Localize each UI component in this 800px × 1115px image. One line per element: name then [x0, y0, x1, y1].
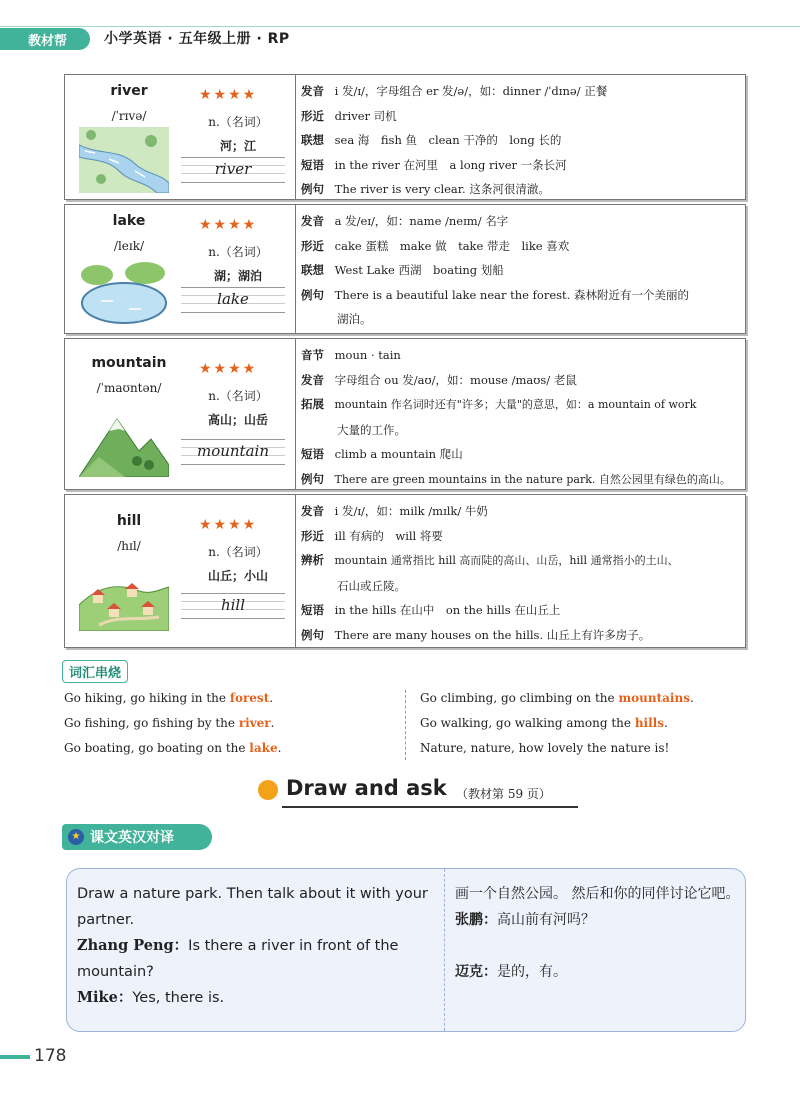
entry-meaning: 河；江: [219, 139, 256, 153]
note-line: 联想 West Lake 西湖 boating 划船: [301, 263, 504, 277]
note-line: 例句 There are many houses on the hills. 山丘上有许多房子。: [301, 627, 651, 642]
handwriting-lines: [181, 287, 285, 313]
header-title: 小学英语 · 五年级上册 · RP: [104, 31, 290, 47]
entry-pos: n.（名词）: [208, 115, 268, 129]
section-subtitle: （教材第 59 页）: [456, 787, 551, 801]
section-title: Draw and ask: [286, 776, 447, 800]
dialogue-line-cn: 迈克：是的，有。: [455, 964, 567, 980]
instruction-cn: 画一个自然公园。 然后和你的同伴讨论它吧。: [455, 886, 740, 902]
entry-phonetic: /hɪl/: [117, 539, 141, 553]
note-line: 例句 There are green mountains in the nature park. 自然公园里有绿色的高山。: [301, 471, 731, 486]
pencil-bulb-icon: [258, 780, 278, 800]
dialogue-line-cn: 张鹏：高山前有河吗？: [455, 912, 595, 928]
entry-phonetic: /ˈmaʊntən/: [96, 381, 162, 395]
note-line: 发音 字母组合 ou 发/aʊ/，如：mouse /maʊs/ 老鼠: [301, 372, 577, 387]
chant-line: Go climbing, go climbing on the mountains.: [420, 691, 694, 705]
dialogue-line-en: Mike：Yes, there is.: [77, 989, 225, 1006]
star-rating: ★★★★: [199, 87, 258, 103]
translation-badge: ★ 课文英汉对译: [62, 824, 212, 850]
dialogue-chinese: [455, 881, 741, 985]
note-line: 联想 sea 海 fish 鱼 clean 干净的 long 长的: [301, 133, 562, 147]
vocab-entry-mountain: [64, 338, 746, 490]
chant-line: Go fishing, go fishing by the river.: [64, 716, 275, 730]
entry-pos: n.（名词）: [208, 245, 268, 259]
handwriting-word: river: [214, 160, 252, 178]
note-line: 音节 moun · tain: [301, 348, 401, 362]
entry-word: lake: [112, 213, 146, 229]
chant-right-column: [420, 686, 694, 761]
handwriting-lines: [181, 593, 285, 619]
note-line: 短语 climb a mountain 爬山: [301, 447, 463, 461]
handwriting-word: lake: [217, 290, 249, 308]
entry-meaning: 山丘；小山: [207, 569, 268, 583]
note-line: 发音 i 发/ɪ/，字母组合 er 发/ə/，如：dinner /ˈdɪnə/ 正餐: [301, 84, 608, 98]
entry-left-panel: [65, 75, 296, 199]
entry-word: mountain: [91, 355, 167, 371]
mountain-illustration-icon: [79, 411, 169, 477]
star-rating: ★★★★: [199, 361, 258, 377]
note-line: 辨析 mountain 通常指比 hill 高而陡的高山、山岳，hill 通常指小的土山、: [301, 553, 679, 567]
chant-line: Nature, nature, how lovely the nature is!: [420, 741, 670, 755]
chant-title: 词汇串烧: [62, 660, 128, 683]
handwriting-lines: [181, 157, 285, 183]
note-line: 例句 There is a beautiful lake near the forest. 森林附近有一个美丽的: [301, 287, 689, 302]
entry-left-panel: [65, 495, 296, 647]
chant-line: Go walking, go walking among the hills.: [420, 716, 668, 730]
entry-meaning: 湖；湖泊: [213, 269, 262, 283]
dialogue-box: [66, 868, 746, 1032]
hill-village-illustration-icon: [79, 565, 169, 631]
handwriting-word: hill: [220, 596, 246, 614]
star-rating: ★★★★: [199, 217, 258, 233]
chant-divider: [405, 690, 406, 760]
entry-meaning: 高山；山岳: [207, 413, 268, 427]
lake-illustration-icon: [79, 261, 169, 327]
chant-left-column: [64, 686, 281, 761]
note-line: 例句 The river is very clear. 这条河很清澈。: [301, 182, 550, 196]
note-line: 发音 i 发/ɪ/，如：milk /mɪlk/ 牛奶: [301, 504, 488, 518]
note-line: 形近 cake 蛋糕 make 做 take 带走 like 喜欢: [301, 238, 570, 253]
entry-notes: [301, 79, 741, 202]
note-line: 形近 driver 司机: [301, 108, 397, 123]
note-line: 短语 in the hills 在山中 on the hills 在山丘上: [301, 603, 561, 617]
header-badge: 教材帮: [0, 28, 90, 50]
note-line: 形近 ill 有病的 will 将要: [301, 528, 443, 543]
vocab-entry-hill: [64, 494, 746, 648]
note-line: 湖泊。: [337, 312, 372, 326]
vocab-entry-lake: [64, 204, 746, 334]
entry-notes: [301, 209, 741, 332]
note-line: 拓展 mountain 作名词时还有"许多；大量"的意思，如：a mountain of work: [301, 397, 697, 411]
entry-phonetic: /ˈrɪvə/: [111, 109, 147, 123]
entry-word: river: [110, 83, 148, 99]
vocab-entry-river: [64, 74, 746, 200]
instruction-en: Draw a nature park. Then talk about it with your partner.: [77, 886, 428, 928]
note-line: 石山或丘陵。: [337, 578, 406, 593]
star-rating: ★★★★: [199, 517, 258, 533]
footer-bar: [0, 1055, 30, 1059]
river-illustration-icon: [79, 127, 169, 193]
note-line: 大量的工作。: [337, 422, 406, 437]
header-divider: [0, 26, 800, 27]
dialogue-english: [77, 881, 437, 1011]
page-header: [0, 0, 800, 55]
entry-left-panel: [65, 339, 296, 489]
handwriting-lines: [181, 439, 285, 465]
note-line: 短语 in the river 在河里 a long river 一条长河: [301, 157, 567, 172]
dialogue-divider: [444, 869, 445, 1031]
chant-line: Go boating, go boating on the lake.: [64, 741, 282, 755]
handwriting-word: mountain: [196, 442, 269, 460]
entry-pos: n.（名词）: [208, 389, 268, 403]
page-number: 178: [34, 1046, 67, 1066]
entry-notes: [301, 343, 741, 492]
chant-line: Go hiking, go hiking in the forest.: [64, 691, 274, 705]
star-icon: ★: [68, 829, 84, 845]
entry-phonetic: /leɪk/: [113, 239, 145, 253]
entry-word: hill: [116, 513, 142, 529]
entry-notes: [301, 499, 741, 647]
note-line: 发音 a 发/eɪ/，如：name /neɪm/ 名字: [301, 214, 509, 228]
entry-left-panel: [65, 205, 296, 333]
section-heading: [258, 776, 568, 806]
entry-pos: n.（名词）: [208, 545, 268, 559]
dialogue-line-en: Zhang Peng：Is there a river in front of the mountain?: [77, 937, 399, 980]
section-underline: [282, 806, 578, 808]
